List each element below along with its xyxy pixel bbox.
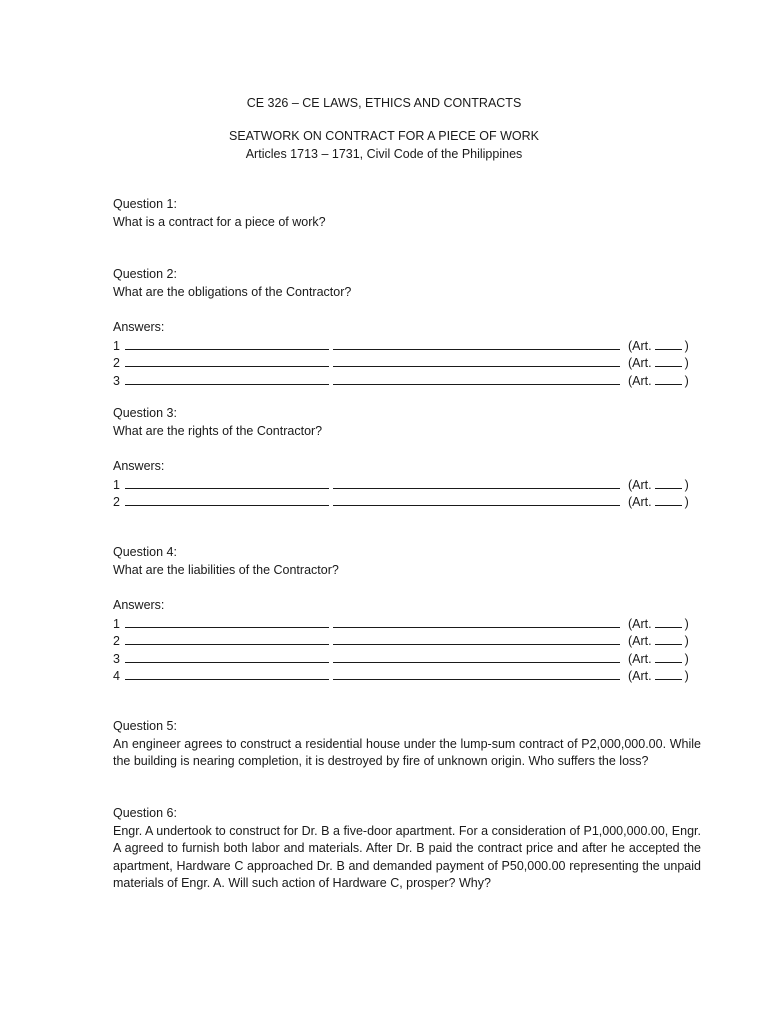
article-reference <box>628 493 689 512</box>
answer-blank-long[interactable] <box>333 615 620 628</box>
question-6 <box>113 805 701 893</box>
question-4 <box>113 544 701 685</box>
answer-row <box>113 667 701 685</box>
question-text: An engineer agrees to construct a residential house under the lump-sum contract of P2,000,000.00. While the building is nearing completion, it is destroyed by fire of unknown origin. Who suffers the loss? <box>113 736 701 768</box>
article-close-label: ) <box>684 495 689 509</box>
question-text: Engr. A undertook to construct for Dr. B a five-door apartment. For a consideration of P1,000,000.00, Engr. A agreed to furnish both labor and materials. After Dr. B paid the contract price and after he accepted the apartment, Hardware C approached Dr. B and demanded payment of P50,000.00 representing the unpaid materials of Engr. A. Will such action of Hardware C, prosper? Why? <box>113 823 701 890</box>
answer-blank-short[interactable] <box>125 493 329 506</box>
answer-blank-long[interactable] <box>333 354 620 367</box>
article-close-label: ) <box>684 669 689 683</box>
answer-number: 2 <box>113 356 120 370</box>
article-number-blank[interactable] <box>655 632 682 645</box>
article-open-label: (Art. <box>628 338 652 353</box>
answer-row <box>113 632 701 650</box>
article-reference <box>628 354 689 373</box>
article-open-label: (Art. <box>628 651 652 666</box>
article-open-label: (Art. <box>628 356 652 370</box>
article-reference <box>628 632 689 651</box>
answer-blank-short[interactable] <box>125 650 329 663</box>
answer-blank-long[interactable] <box>333 476 620 489</box>
answer-row <box>113 372 701 390</box>
article-reference <box>628 667 689 686</box>
question-text: What are the obligations of the Contractor? <box>113 284 352 299</box>
article-open-label: (Art. <box>628 634 652 648</box>
answer-number: 1 <box>113 477 120 492</box>
article-number-blank[interactable] <box>655 337 682 350</box>
question-label: Question 2: <box>113 267 177 281</box>
answer-number: 2 <box>113 495 120 509</box>
answer-number: 4 <box>113 669 120 683</box>
answer-blank-short[interactable] <box>125 615 329 628</box>
question-label: Question 4: <box>113 545 177 559</box>
article-open-label: (Art. <box>628 373 652 388</box>
answer-number: 1 <box>113 338 120 353</box>
answer-blank-long[interactable] <box>333 667 620 680</box>
answer-blank-long[interactable] <box>333 372 620 385</box>
answer-blank-short[interactable] <box>125 354 329 367</box>
course-title: CE 326 – CE LAWS, ETHICS AND CONTRACTS <box>246 96 522 110</box>
article-reference <box>628 337 689 356</box>
article-reference <box>628 650 689 669</box>
article-number-blank[interactable] <box>655 372 682 385</box>
article-number-blank[interactable] <box>655 476 682 489</box>
article-number-blank[interactable] <box>655 650 682 663</box>
answer-blank-long[interactable] <box>333 632 620 645</box>
answers-label: Answers: <box>113 459 165 473</box>
question-2 <box>113 266 701 389</box>
article-reference <box>628 476 689 495</box>
answer-blank-short[interactable] <box>125 372 329 385</box>
article-close-label: ) <box>684 338 689 353</box>
article-open-label: (Art. <box>628 477 652 492</box>
worksheet-title: SEATWORK ON CONTRACT FOR A PIECE OF WORK <box>229 129 539 143</box>
answers-label: Answers: <box>113 320 165 334</box>
answer-number: 3 <box>113 373 120 388</box>
question-1 <box>113 196 701 231</box>
answer-blank-short[interactable] <box>125 337 329 350</box>
question-label: Question 6: <box>113 806 177 820</box>
answer-blank-short[interactable] <box>125 632 329 645</box>
question-label: Question 1: <box>113 197 177 211</box>
answer-blank-long[interactable] <box>333 493 620 506</box>
article-open-label: (Art. <box>628 495 652 509</box>
article-close-label: ) <box>684 477 689 492</box>
question-text: What is a contract for a piece of work? <box>113 214 326 229</box>
answer-blank-long[interactable] <box>333 337 620 350</box>
article-close-label: ) <box>684 616 689 631</box>
answer-list <box>113 615 701 685</box>
question-5 <box>113 718 701 771</box>
answer-number: 2 <box>113 634 120 648</box>
article-number-blank[interactable] <box>655 615 682 628</box>
article-reference <box>628 372 689 391</box>
answer-row <box>113 615 701 633</box>
article-close-label: ) <box>684 356 689 370</box>
answer-blank-long[interactable] <box>333 650 620 663</box>
article-close-label: ) <box>684 634 689 648</box>
article-number-blank[interactable] <box>655 493 682 506</box>
question-text: What are the liabilities of the Contractor? <box>113 562 339 577</box>
article-close-label: ) <box>684 651 689 666</box>
answer-row <box>113 493 701 511</box>
answer-row <box>113 650 701 668</box>
answer-row <box>113 476 701 494</box>
answer-blank-short[interactable] <box>125 667 329 680</box>
article-number-blank[interactable] <box>655 354 682 367</box>
worksheet-subtitle: Articles 1713 – 1731, Civil Code of the Philippines <box>245 147 523 161</box>
answer-row <box>113 354 701 372</box>
article-number-blank[interactable] <box>655 667 682 680</box>
answer-row <box>113 337 701 355</box>
article-open-label: (Art. <box>628 669 652 683</box>
article-open-label: (Art. <box>628 616 652 631</box>
article-close-label: ) <box>684 373 689 388</box>
answers-label: Answers: <box>113 598 165 612</box>
answer-list <box>113 337 701 390</box>
answer-number: 1 <box>113 616 120 631</box>
answer-blank-short[interactable] <box>125 476 329 489</box>
question-label: Question 5: <box>113 719 177 733</box>
answer-list <box>113 476 701 511</box>
article-reference <box>628 615 689 634</box>
question-text: What are the rights of the Contractor? <box>113 423 323 438</box>
answer-number: 3 <box>113 651 120 666</box>
question-label: Question 3: <box>113 406 177 420</box>
question-3 <box>113 405 701 511</box>
